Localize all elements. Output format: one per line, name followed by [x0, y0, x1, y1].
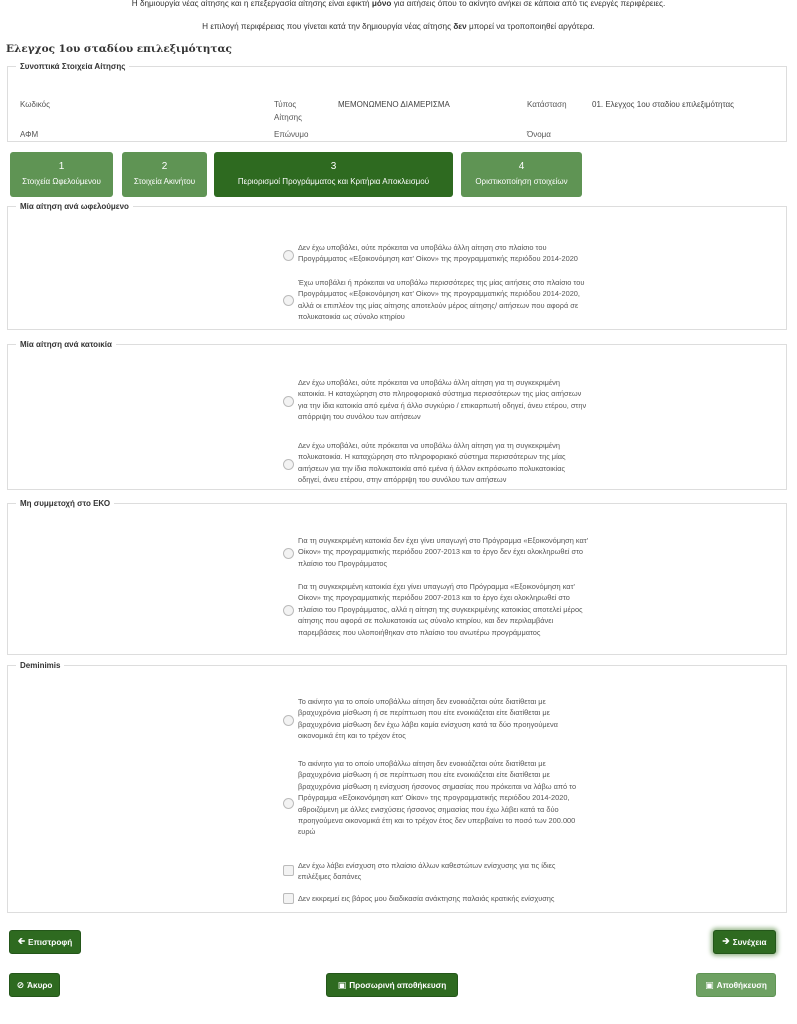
option-text: ευρώ — [298, 827, 316, 837]
section-legend: Μία αίτηση ανά κατοικία — [20, 340, 112, 349]
option-text: Οίκον» της προγραμματικής περιόδου 2007-2013 και το έργο δεν έχει ολοκληρωθεί στο — [298, 547, 583, 557]
radio-button[interactable] — [283, 715, 294, 726]
option-text: Το ακίνητο για το οποίο υποβάλλω αίτηση δεν ενοικιάζεται ούτε διατίθεται με — [298, 759, 546, 768]
checkbox[interactable] — [283, 865, 294, 876]
section-no-eko-participation — [7, 499, 787, 655]
temp-save-button[interactable] — [326, 973, 458, 997]
radio-button[interactable] — [283, 295, 294, 306]
option-text: πολυκατοικία. Η καταχώρηση στο πληροφοριακό σύστημα περισσότερων της μίας — [298, 452, 566, 462]
type-value: ΜΕΜΟΝΩΜΕΝΟ ΔΙΑΜΕΡΙΣΜΑ — [338, 100, 450, 109]
option-text: πλαίσιο του Προγράμματος — [298, 558, 388, 568]
name-label: Όνομα — [527, 130, 551, 139]
step-1-beneficiary[interactable] — [10, 152, 113, 197]
radio-button[interactable] — [283, 798, 294, 809]
afm-label: ΑΦΜ — [20, 130, 39, 139]
page-title: Ελεγχος 1ου σταδίου επιλεξιμότητας — [6, 43, 232, 55]
option-text: Δεν έχω υποβάλει, ούτε πρόκειται να υποβάλω άλλη αίτηση για τη συγκεκριμένη — [298, 441, 560, 450]
option-text: απόρριψη του συνόλου των αιτήσεων — [298, 412, 421, 422]
option-text: οικονομικά έτη και το τρέχον έτος — [298, 731, 406, 741]
option-text: οδηγεί, άνευ ετέρου, στην απόρριψη του συνόλου των αιτήσεων — [298, 475, 507, 485]
option-text: Δεν έχω λάβει ενίσχυση στο πλαίσιο άλλων καθεστώτων ενίσχυσης για τις ίδιες — [298, 861, 556, 870]
save-label: Αποθήκευση — [716, 980, 767, 990]
option-text: Πρόγραμμα «Εξοικονόμηση κατ' Οίκον» της προγραμματικής περιόδου 2014-2020, — [298, 793, 570, 803]
next-button[interactable] — [713, 930, 776, 954]
notice-active-regions: Η δημιουργία νέας αίτησης και η επεξεργασία αίτησης είναι εφικτή μόνο για αιτήσεις όπου το ακίνητο ανήκει σε κάποια από τις ενεργές περιφέρειες. — [131, 0, 666, 8]
application-summary — [7, 62, 787, 142]
back-label: Επιστροφή — [28, 937, 73, 947]
step-label: Στοιχεία Ακινήτου — [133, 177, 196, 186]
section-legend: Μη συμμετοχή στο ΕΚΟ — [20, 499, 111, 508]
checkbox[interactable] — [283, 893, 294, 904]
option-text: Για τη συγκεκριμένη κατοικία δεν έχει γίνει υπαγωγή στο Πρόγραμμα «Εξοικονόμηση κατ' — [298, 536, 589, 545]
step-number: 2 — [161, 161, 168, 172]
option-text: πολυκατοικία ως σύνολο κτηρίου — [298, 312, 405, 322]
option-text: αιτήσεων για την ίδια πολυκατοικία από εμένα ή άλλον εκπρόσωπο πολυκατοικίας — [298, 463, 566, 473]
section-one-per-beneficiary — [7, 202, 787, 330]
type-label: Τύπος — [274, 100, 297, 109]
step-label: Περιορισμοί Προγράμματος και Κριτήρια Αποκλεισμού — [237, 177, 430, 186]
save-button[interactable] — [696, 973, 776, 997]
step-3-restrictions[interactable] — [214, 152, 453, 197]
option-text: Προγράμματος «Εξοικονόμηση κατ' Οίκον» της προγραμματικής περιόδου 2014-2020 — [298, 254, 578, 264]
radio-button[interactable] — [283, 459, 294, 470]
back-button[interactable] — [9, 930, 81, 954]
option-text: κατοικία. Η καταχώρηση στο πληροφοριακό σύστημα περισσότερων της μίας αιτήσεων — [298, 389, 582, 399]
step-label: Στοιχεία Ωφελούμενου — [22, 177, 101, 186]
surname-label: Επώνυμο — [274, 130, 309, 139]
cancel-button[interactable] — [9, 973, 60, 997]
radio-button[interactable] — [283, 250, 294, 261]
option-text: βραχυχρόνια μίσθωση η ενίσχυση ήσσονος σημασίας που πρόκειται να λάβω από το — [298, 781, 577, 791]
option-text: Δεν έχω υποβάλει, ούτε πρόκειται να υποβάλω άλλη αίτηση για τη συγκεκριμένη — [298, 378, 560, 387]
option-text: Το ακίνητο για το οποίο υποβάλλω αίτηση δεν ενοικιάζεται ούτε διατίθεται με — [298, 697, 546, 706]
option-text: αίτησης που αφορά σε πολυκατοικία ως σύνολο κτηρίου, και δεν περιλαμβάνει — [298, 616, 554, 626]
section-legend: Μία αίτηση ανά ωφελούμενο — [20, 202, 129, 211]
summary-legend: Συνοπτικά Στοιχεία Αίτησης — [20, 62, 126, 71]
step-label: Οριστικοποίηση στοιχείων — [475, 177, 568, 186]
status-label: Κατάσταση — [527, 100, 567, 109]
code-label: Κωδικός — [20, 100, 50, 109]
step-number: 1 — [58, 161, 65, 172]
option-text: παρεμβάσεις που υλοποιήθηκαν στο πλαίσιο του ανωτέρω προγράμματος — [298, 627, 541, 637]
option-text: Οίκον» της προγραμματικής περιόδου 2007-2013 και το έργο έχει ολοκληρωθεί στο — [298, 593, 570, 603]
radio-button[interactable] — [283, 396, 294, 407]
option-text: Δεν έχω υποβάλει, ούτε πρόκειται να υποβάλω άλλη αίτηση στο πλαίσιο του — [298, 243, 547, 252]
next-label: Συνέχεια — [732, 937, 767, 947]
section-one-per-residence — [7, 340, 787, 490]
radio-button[interactable] — [283, 605, 294, 616]
option-text: Για τη συγκεκριμένη κατοικία έχει γίνει υπαγωγή στο Πρόγραμμα «Εξοικονόμηση κατ' — [298, 582, 575, 591]
option-text: βραχυχρόνια μίσθωση δεν έχω λάβει καμία ενίσχυση κατά τα δύο προηγούμενα — [298, 719, 558, 729]
floppy-disk-icon: ▣ — [337, 979, 347, 990]
option-text: βραχυχρόνια μίσθωση ή σε περίπτωση που είτε ενοικιάζεται είτε διατίθεται με — [298, 770, 550, 780]
temp-save-label: Προσωρινή αποθήκευση — [349, 980, 447, 990]
radio-button[interactable] — [283, 548, 294, 559]
section-deminimis — [7, 661, 787, 913]
option-text: Έχω υποβάλει ή πρόκειται να υποβάλω περισσότερες της μίας αιτήσεις στο πλαίσιο του — [298, 278, 585, 287]
notice-region-immutable: Η επιλογή περιφέρειας που γίνεται κατά την δημιουργία νέας αίτησης δεν μπορεί να τροποποιηθεί αργότερα. — [202, 22, 595, 31]
option-text: αλλά οι επιπλέον της μίας αίτησης αποτελούν μέρος αίτησης/ αιτήσεων που αφορά σε — [298, 300, 579, 310]
section-legend: Deminimis — [20, 661, 61, 670]
floppy-disk-icon: ▣ — [705, 979, 714, 990]
option-text: προηγούμενα οικονομικά έτη και το τρέχον έτος δεν υπερβαίνει το ποσό των 200.000 — [298, 816, 576, 826]
arrow-left-icon: 🡰 — [17, 936, 26, 946]
option-text: αθροιζόμενη με άλλες ενισχύσεις ήσσονος σημασίας που έχω λάβει κατά τα δύο — [298, 804, 559, 814]
option-text: για την ίδια κατοικία από εμένα ή άλλο συγκύριο / επικαρπωτή οδηγεί, άνευ ετέρου, στην — [298, 400, 587, 410]
option-text: βραχυχρόνια μίσθωση ή σε περίπτωση που είτε ενοικιάζεται είτε διατίθεται με — [298, 708, 550, 718]
ban-icon: ⊘ — [16, 979, 25, 990]
arrow-right-icon: 🡲 — [722, 936, 730, 946]
option-text: Προγράμματος «Εξοικονόμηση κατ' Οίκον» της προγραμματικής περιόδου 2014-2020, — [298, 289, 580, 299]
cancel-label: Άκυρο — [27, 980, 53, 990]
step-number: 4 — [518, 161, 525, 172]
type-label-2: Αίτησης — [274, 113, 302, 122]
option-text: Δεν εκκρεμεί εις βάρος μου διαδικασία ανάκτησης παλαιάς κρατικής ενίσχυσης — [298, 894, 555, 903]
option-text: επιλέξιμες δαπάνες — [298, 872, 362, 882]
step-number: 3 — [330, 161, 337, 172]
step-2-property[interactable] — [122, 152, 207, 197]
status-value: 01. Ελεγχος 1ου σταδίου επιλεξιμότητας — [592, 100, 735, 109]
step-4-finalize[interactable] — [461, 152, 582, 197]
option-text: πλαίσιο του Προγράμματος, αλλά η αίτηση της συγκεκριμένης κατοικίας αποτελεί μέρος — [298, 604, 583, 614]
